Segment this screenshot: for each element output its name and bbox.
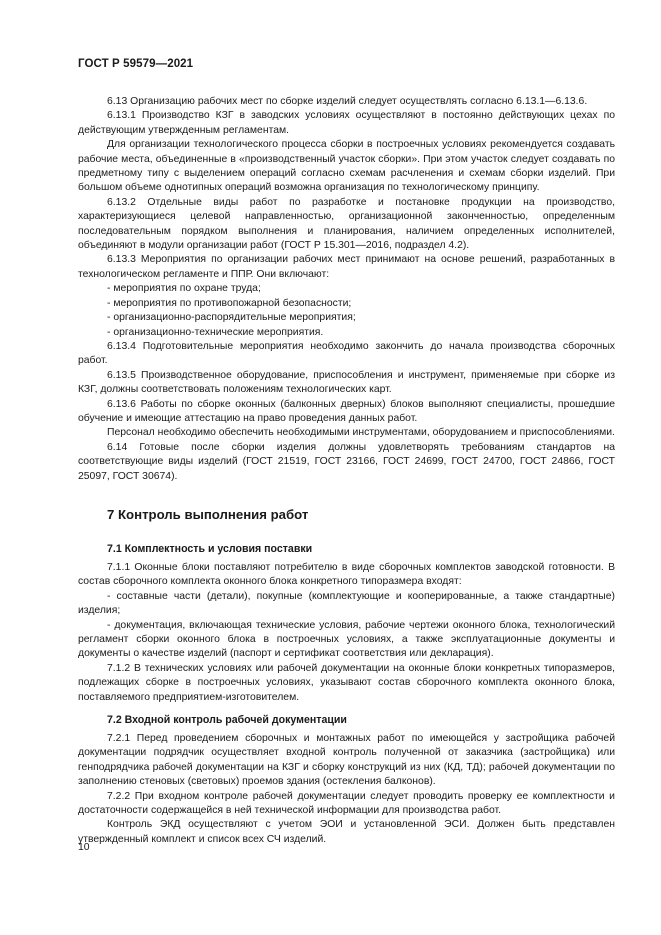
list-item: - мероприятия по охране труда; [107,283,261,295]
paragraph-6-13-5: 6.13.5 Производственное оборудование, приспособления и инструмент, применяемые при сборке из КЗГ, должны соответствовать положениям технологических карт. [78,369,615,396]
document-header: ГОСТ Р 59579—2021 [78,58,194,70]
paragraph-7-1-1: 7.1.1 Оконные блоки поставляют потребителю в виде сборочных комплектов заводской готовности. В состав сборочного комплекта оконного блока конкретного типоразмера входят: [78,561,615,588]
document-body [78,95,615,847]
list-item: - организационно-технические мероприятия. [107,326,324,338]
paragraph-7-2-2-cont: Контроль ЭКД осуществляют с учетом ЭОИ и установленной ЭСИ. Должен быть представлен утвержденный комплект и список всех СЧ изделий. [78,819,615,845]
page-number: 10 [78,842,90,853]
list-item: - организационно-распорядительные мероприятия; [107,312,356,324]
paragraph-6-13: 6.13 Организацию рабочих мест по сборке изделий следует осуществлять согласно 6.13.1—6.13.6. [107,96,588,107]
paragraph-6-13-1-cont: Для организации технологического процесса сборки в построечных условиях рекомендуется создавать рабочие места, объединенные в «производственный участок сборки». При этом участок следует создавать по предметному типу с выделением операций согласно схемам расчленения и схемам сборки изделий. При большом объеме однотипных операций возможна организация по технологическому принципу. [78,139,615,194]
paragraph-7-2-1: 7.2.1 Перед проведением сборочных и монтажных работ по имеющейся у застройщика рабочей документации подрядчик осуществляет входной контроль полученной от заказчика (застройщика) или генподрядчика рабочей документации на КЗГ и сборку конструкций из них (КД, ТД); рабочей документации по заполнению стеновых (световых) проемов здания (остекления балконов). [78,733,615,788]
list-item: - документация, включающая технические условия, рабочие чертежи оконного блока, технологический регламент сборки оконного блока в построечных условиях, а также эксплуатационные документы и документы о качестве изделий (паспорт и сертификат соответствия или декларация). [78,619,615,660]
list-item: - составные части (детали), покупные (комплектующие и кооперированные, а также стандартные) изделия; [78,590,615,617]
paragraph-6-14: 6.14 Готовые после сборки изделия должны удовлетворять требованиям стандартов на соответствующие виды изделий (ГОСТ 21519, ГОСТ 23166, ГОСТ 24699, ГОСТ 24700, ГОСТ 24866, ГОСТ 25097, ГОСТ 30674). [78,441,615,482]
paragraph-6-13-2: 6.13.2 Отдельные виды работ по разработке и постановке продукции на производство, характеризующиеся целевой направленностью, организационной законченностью, определенным последовательным порядком выполнения и планирования, наличием определенных исполнителей, объединяют в модули организации работ (ГОСТ Р 15.301—2016, подраздел 4.2). [78,196,615,252]
section-7-title: 7 Контроль выполнения работ [107,506,309,522]
subsection-7-1-title: 7.1 Комплектность и условия поставки [107,542,313,555]
paragraph-6-13-4: 6.13.4 Подготовительные мероприятия необходимо закончить до начала производства сборочных работ. [78,340,615,367]
paragraph-6-13-6-cont: Персонал необходимо обеспечить необходимыми инструментами, оборудованием и приспособлениями. [107,427,615,439]
paragraph-6-13-6: 6.13.6 Работы по сборке оконных (балконных дверных) блоков выполняют специалисты, прошедшие обучение и имеющие аттестацию на право проведения данных работ. [78,398,615,424]
paragraph-7-1-2: 7.1.2 В технических условиях или рабочей документации на оконные блоки конкретных типоразмеров, подлежащих сборке в построечных условиях, указывают состав сборочного комплекта оконного блока, поставляемого предприятием-изготовителем. [78,662,615,703]
list-item: - мероприятия по противопожарной безопасности; [107,297,352,309]
paragraph-6-13-3: 6.13.3 Мероприятия по организации рабочих мест принимают на основе решений, разработанных в технологическом регламенте и ППР. Они включают: [78,254,615,280]
paragraph-6-13-1: 6.13.1 Производство КЗГ в заводских условиях осуществляют в постоянно действующих цехах по действующим утвержденным регламентам. [78,110,615,136]
subsection-7-2-title: 7.2 Входной контроль рабочей документации [107,714,347,727]
paragraph-7-2-2: 7.2.2 При входном контроле рабочей документации следует проводить проверку ее комплектности и достаточности содержащейся в ней технической информации для производства работ. [78,790,615,817]
